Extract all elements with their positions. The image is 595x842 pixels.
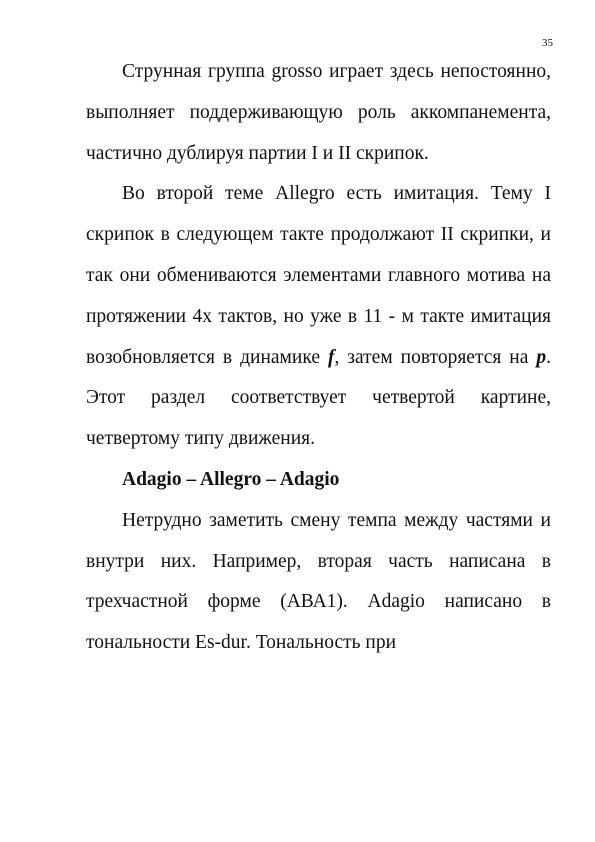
paragraph-text-segment: . Этот раздел соответствует четвертой картине, четвертому типу движения.: [86, 346, 551, 450]
dynamic-marking-forte: f: [327, 346, 335, 368]
section-heading: Adagio – Allegro – Adagio: [122, 468, 340, 490]
paragraph-text-segment: Во второй теме Allegro есть имитация. Тему I скрипок в следующем такте продолжают II скрипки, и так они обмениваются элементами главного мотива на протяжении 4х тактов, но уже в 11 - м такте имитация возобновляется в динамике: [86, 183, 551, 368]
paragraph-tempo-change: Нетрудно заметить смену темпа между частями и внутри них. Например, вторая часть написана в трехчастной форме (АВА1). Adagio написано в тональности Es-dur. Тональность при: [86, 509, 551, 654]
paragraph-allegro-imitation: [86, 174, 551, 460]
paragraph-string-group: Струнная группа grosso играет здесь непостоянно, выполняет поддерживающую роль аккомпанемента, частично дублируя партии I и II скрипок.: [86, 61, 551, 164]
paragraph-text-segment: , затем повторяется на: [334, 346, 537, 368]
page-body: [86, 52, 551, 664]
dynamic-marking-piano: p: [536, 346, 547, 368]
page-number: 35: [542, 37, 553, 49]
